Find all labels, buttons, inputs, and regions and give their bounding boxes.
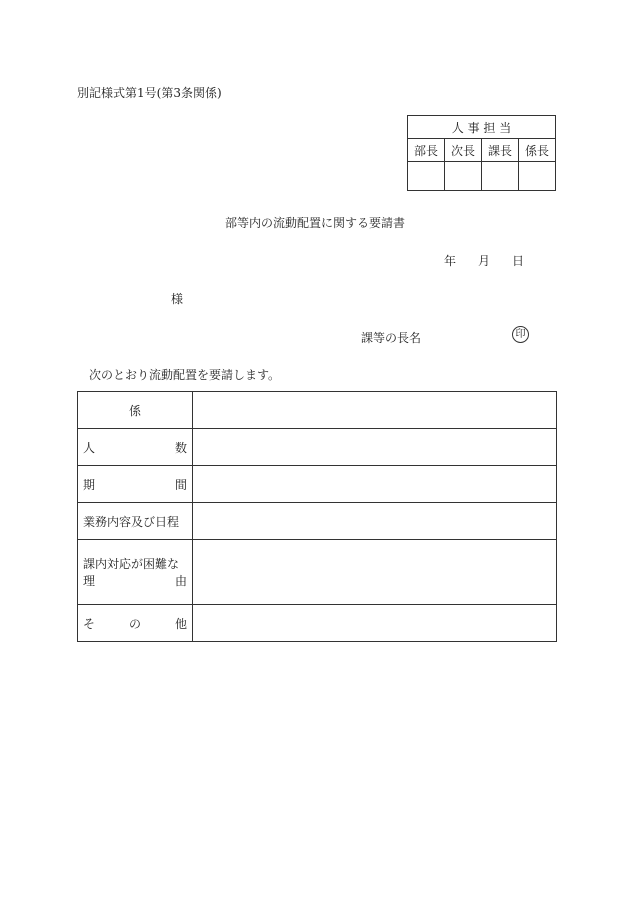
date-day-label: 日 (512, 254, 525, 268)
table-row (78, 503, 557, 540)
stamp-cell-kacho[interactable] (482, 162, 519, 191)
label-part: 期 (83, 477, 96, 492)
row-label-other (78, 605, 193, 642)
approval-header: 人 事 担 当 (408, 116, 556, 139)
table-row (78, 429, 557, 466)
role-bucho: 部長 (408, 139, 445, 162)
approval-stamp-box (407, 115, 556, 191)
label-part: 他 (174, 616, 187, 631)
row-label-section: 係 (78, 392, 193, 429)
row-value-section[interactable] (193, 392, 557, 429)
role-jicho: 次長 (445, 139, 482, 162)
request-text: 次のとおり流動配置を要請します。 (89, 368, 281, 382)
date-month-label: 月 (478, 254, 491, 268)
label-part: 由 (174, 574, 187, 588)
row-label-duties: 業務内容及び日程 (78, 503, 193, 540)
form-reference: 別記様式第1号(第3条関係) (77, 86, 222, 100)
row-value-period[interactable] (193, 466, 557, 503)
row-value-other[interactable] (193, 605, 557, 642)
addressee-suffix: 様 (171, 292, 184, 306)
label-part: 理 (83, 574, 96, 588)
row-label-period (78, 466, 193, 503)
row-value-headcount[interactable] (193, 429, 557, 466)
date-year-label: 年 (444, 254, 457, 268)
stamp-cell-kakaricho[interactable] (519, 162, 556, 191)
row-label-reason (78, 540, 193, 605)
table-row (78, 392, 557, 429)
date-line (444, 252, 524, 269)
sender-label: 課等の長名 (361, 331, 422, 345)
table-row (78, 605, 557, 642)
document-title: 部等内の流動配置に関する要請書 (224, 216, 405, 230)
label-part: 人 (83, 440, 96, 455)
row-value-duties[interactable] (193, 503, 557, 540)
label-part: そ (83, 616, 96, 631)
label-part: 数 (174, 440, 187, 455)
seal-mark-icon: 印 (512, 326, 529, 343)
row-value-reason[interactable] (193, 540, 557, 605)
stamp-cell-jicho[interactable] (445, 162, 482, 191)
row-label-headcount (78, 429, 193, 466)
table-row (78, 540, 557, 605)
request-details-table (77, 391, 557, 642)
table-row (78, 466, 557, 503)
label-line: 課内対応が困難な (83, 557, 180, 571)
role-kakaricho: 係長 (519, 139, 556, 162)
label-part: 間 (174, 477, 187, 492)
role-kacho: 課長 (482, 139, 519, 162)
stamp-cell-bucho[interactable] (408, 162, 445, 191)
label-part: の (128, 616, 141, 631)
